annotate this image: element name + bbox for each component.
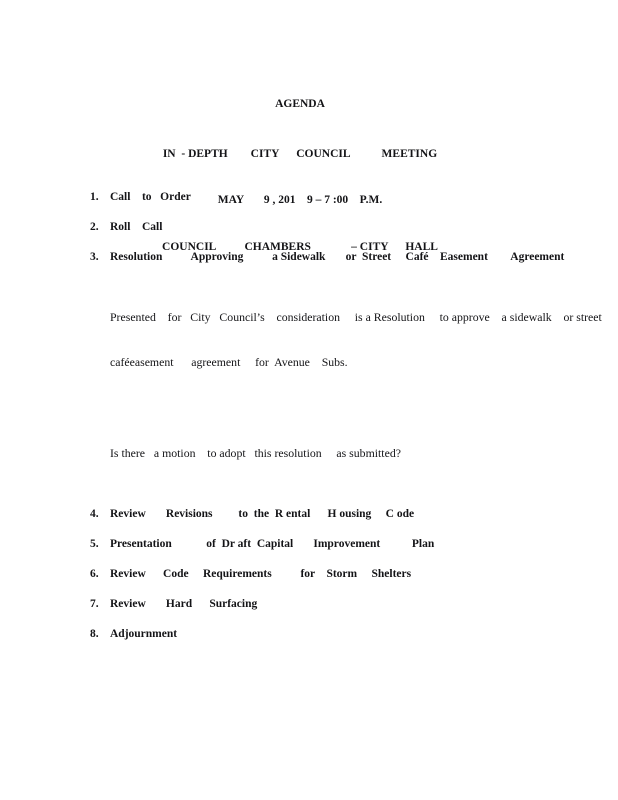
item-text: Review Revisions to the R ental H ousing C ode	[110, 508, 415, 520]
item-text: Adjournment	[110, 628, 178, 640]
item-text: Review Code Requirements for Storm Shelters	[110, 568, 412, 580]
item-text: Resolution Approving a Sidewalk or Street Café Easement Agreement	[110, 251, 565, 263]
agenda-item-capital-improvement-plan	[90, 537, 590, 551]
item-text: Roll Call	[110, 221, 163, 233]
agenda-item-rental-housing-code	[90, 507, 590, 521]
agenda-item-roll-call	[90, 220, 590, 234]
header-meeting-line: IN - DEPTH CITY COUNCIL MEETING	[162, 147, 438, 160]
item-number: 5.	[90, 538, 99, 550]
agenda-item-storm-shelters	[90, 567, 590, 581]
item-number: 3.	[90, 251, 99, 263]
item-number: 6.	[90, 568, 99, 580]
agenda-item-hard-surfacing	[90, 597, 590, 611]
header-date-line: MAY 9 , 201 9 – 7 :00 P.M.	[217, 194, 383, 206]
item-number: 8.	[90, 628, 99, 640]
paragraph-line: Presented for City Council’s consideration is a Resolution to approve a sidewalk or street	[110, 310, 602, 324]
item-text: Review Hard Surfacing	[110, 598, 258, 610]
item-text: Presentation of Dr aft Capital Improvement Plan	[110, 538, 435, 550]
document-title: AGENDA	[275, 98, 325, 110]
item-number: 4.	[90, 508, 99, 520]
agenda-item-call-to-order	[90, 190, 590, 204]
paragraph-line: caféeasement agreement for Avenue Subs.	[110, 355, 348, 369]
agenda-item-adjournment	[90, 627, 590, 641]
agenda-list	[90, 190, 602, 657]
item-number: 1.	[90, 191, 99, 203]
item-text: Call to Order	[110, 191, 191, 203]
paragraph-line: Is there a motion to adopt this resolution as submitted?	[110, 446, 401, 460]
item3-motion-paragraph	[110, 416, 590, 491]
header-location-line: COUNCIL CHAMBERS – CITY HALL	[162, 240, 438, 253]
item3-description-paragraph	[110, 280, 602, 400]
item-number: 7.	[90, 598, 99, 610]
agenda-item-resolution-easement	[90, 250, 590, 264]
item-number: 2.	[90, 221, 99, 233]
